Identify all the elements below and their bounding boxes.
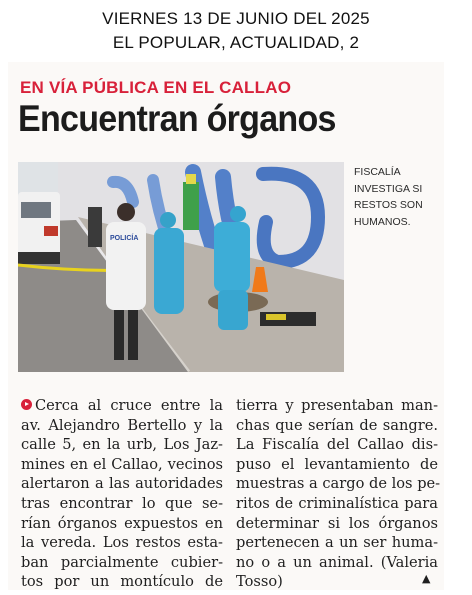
play-bullet-icon bbox=[21, 399, 32, 410]
body-line: La Fiscalía del Callao dis- bbox=[236, 436, 438, 454]
publication-date-line: VIERNES 13 DE JUNIO DEL 2025 bbox=[102, 9, 370, 28]
body-line: ban parcialmente cubier- bbox=[21, 553, 223, 571]
article-body-column-2 bbox=[236, 396, 441, 592]
body-line: determinar si los órganos bbox=[236, 514, 438, 532]
body-line: rían órganos expuestos en bbox=[21, 514, 223, 532]
body-line: ritos de criminalística para bbox=[236, 494, 438, 512]
body-line: tierra y presentaban man- bbox=[236, 397, 438, 414]
publication-source-line: EL POPULAR, ACTUALIDAD, 2 bbox=[112, 33, 360, 52]
caption-line: INVESTIGA SI bbox=[354, 182, 423, 195]
newspaper-clipping bbox=[8, 62, 444, 590]
photo-vest-text: POLICÍA bbox=[110, 235, 139, 242]
body-line: av. Alejandro Bertello y la bbox=[21, 416, 223, 434]
article-headline: Encuentran órganos bbox=[18, 98, 336, 139]
crime-scene-photo bbox=[18, 162, 344, 372]
body-line: tras encontrar lo que se- bbox=[21, 494, 223, 512]
article-photo bbox=[18, 162, 344, 372]
body-line: Tosso) bbox=[236, 573, 283, 591]
body-line: chas que serían de sangre. bbox=[236, 416, 438, 434]
body-line: pertenecen a un ser huma- bbox=[236, 534, 438, 552]
article-kicker: EN VÍA PÚBLICA EN EL CALLAO bbox=[20, 78, 292, 97]
article-body-column-1 bbox=[21, 396, 223, 592]
body-line: puso el levantamiento de bbox=[236, 455, 438, 473]
end-of-article-icon: ▲ bbox=[422, 572, 431, 585]
caption-line: RESTOS SON bbox=[354, 199, 423, 211]
body-line: Cerca al cruce entre la bbox=[21, 396, 223, 416]
body-line: alertaron a las autoridades bbox=[21, 475, 223, 493]
body-line: tos por un montículo de bbox=[21, 573, 223, 591]
body-line: calle 5, en la urb, Los Jaz- bbox=[21, 436, 223, 454]
caption-line: HUMANOS. bbox=[354, 215, 411, 228]
caption-line: FISCALÍA bbox=[354, 166, 401, 178]
body-line: mines en el Callao, vecinos bbox=[21, 455, 223, 473]
photo-caption bbox=[354, 164, 436, 230]
body-line: no o a un animal. (Valeria bbox=[236, 553, 438, 571]
body-line: la vereda. Los restos esta- bbox=[21, 534, 223, 552]
body-line: muestras a cargo de los pe- bbox=[236, 475, 441, 493]
